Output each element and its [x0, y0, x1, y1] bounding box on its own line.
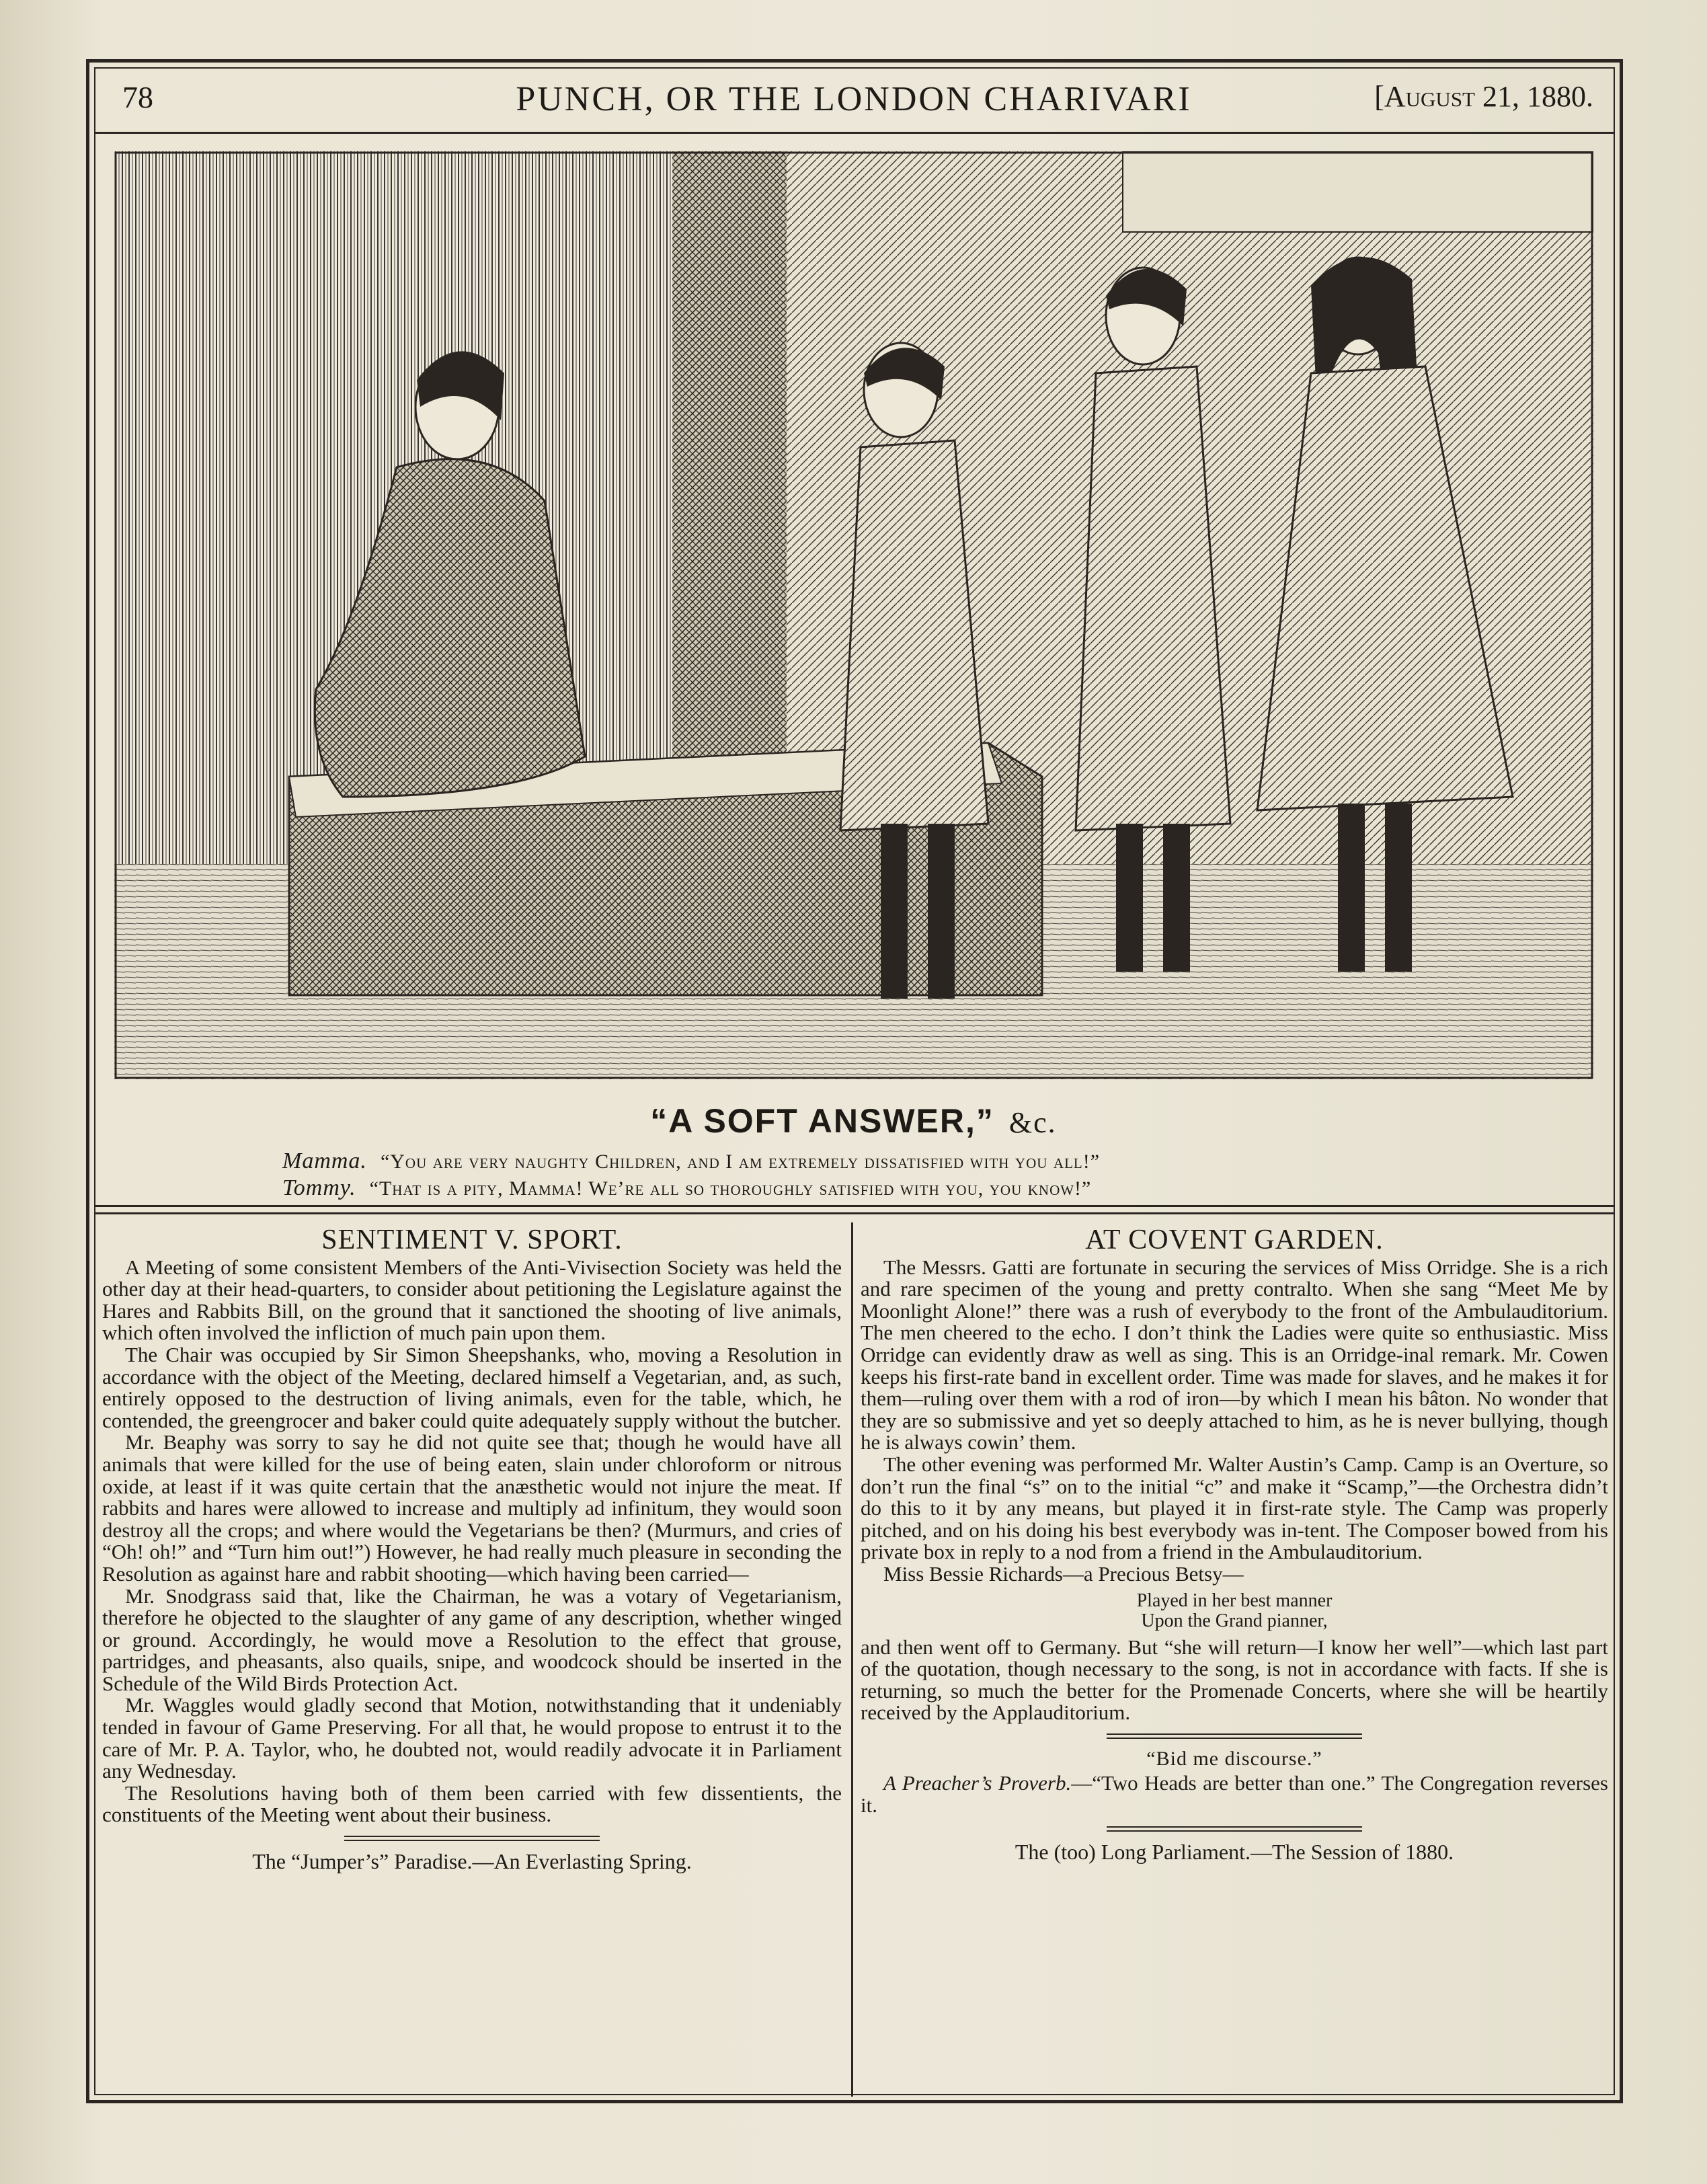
article-heading: AT COVENT GARDEN.: [1085, 1224, 1384, 1255]
verse-quote: Played in her best manner Upon the Grand pianner,: [1136, 1590, 1333, 1631]
article-paragraph: The Chair was occupied by Sir Simon Sheepshanks, who, moving a Resolution in accordance with the object of the Meeting, declared himself a Vegetarian, and, as such, entirely opposed to the destruction of living animals, even for the table, which, he contended, the greengrocer and baker could quite adequately supply without the butcher.: [102, 1342, 842, 1432]
footer-jest: The “Jumper’s” Paradise.—An Everlasting Spring.: [252, 1849, 692, 1874]
article-paragraph: Mr. Snodgrass said that, like the Chairman, he was a votary of Vegetarianism, therefore he objected to the slaughter of any game of any description, whether winged or ground. Accordingly, he would move a Resolution to the effect that grouse, partridges, and pheasants, also quails, snipe, and woodcock should be inserted in the Schedule of the Wild Birds Protection Act.: [102, 1584, 842, 1695]
cartoon-illustration: [114, 151, 1593, 1079]
caption-line-tommy: Tommy. “That is a pity, Mamma! We’re all so thoroughly satisfied with you, you know!”: [282, 1175, 1092, 1200]
issue-date: [August 21, 1880.: [1374, 80, 1593, 113]
publication-title: PUNCH, OR THE LONDON CHARIVARI: [516, 80, 1192, 118]
page-header: [101, 74, 1607, 128]
article-paragraph: and then went off to Germany. But “she will return—I know her well”—which last part of the quotation, though necessary to the song, is not in accordance with facts. If she is returning, so much the better for the Promenade Concerts, where she will be heartily received by the Applauditorium.: [861, 1635, 1608, 1725]
caption-line-mamma: Mamma. “You are very naughty Children, and I am extremely dissatisfied with you all!”: [282, 1148, 1101, 1173]
page-number: 78: [122, 80, 153, 114]
separator-rule: [344, 1836, 600, 1841]
separator-rule: [1107, 1826, 1362, 1832]
article-paragraph: The Resolutions having both of them been carried with few dissentients, the constituents of the Meeting went about their business.: [102, 1781, 842, 1827]
article-sentiment-v-sport: [102, 1224, 842, 1874]
footer-jest: The (too) Long Parliament.—The Session of 1880.: [1015, 1839, 1454, 1864]
separator-rule: [1107, 1733, 1362, 1739]
article-paragraph: Mr. Waggles would gladly second that Motion, notwithstanding that it undeniably tended in favour of Game Preserving. For all that, he would propose to entrust it to the care of Mr. P. A. Taylor, who, he doubted not, would readily advocate it in Parliament any Wednesday.: [102, 1693, 842, 1783]
article-paragraph: Miss Bessie Richards—a Precious Betsy—: [883, 1561, 1244, 1586]
article-paragraph: Mr. Beaphy was sorry to say he did not quite see that; though he would have all animals that were killed for the use of being eaten, slain under chloroform or nitrous oxide, at least if it was quite certain that the anæsthetic would not injure the meat. If rabbits and hares were allowed to increase and multiply ad infinitum, they would soon destroy all the crops; and where would the Vegetarians be then? (Murmurs, and cries of “Oh! oh!” and “Turn him out!”) However, he had really much pleasure in seconding the Resolution as against hare and rabbit shooting—which having been carried—: [102, 1430, 842, 1586]
proverb-paragraph: A Preacher’s Proverb.—“Two Heads are better than one.” The Congregation reverses it.: [861, 1771, 1608, 1818]
header-rule: [94, 132, 1615, 134]
mini-heading: “Bid me discourse.”: [1146, 1747, 1322, 1770]
article-paragraph: The other evening was performed Mr. Walter Austin’s Camp. Camp is an Overture, so don’t run the final “s” on to the initial “c” and make it “Scamp,”—the Orchestra didn’t do this to it by any means, but played it in first-rate style. The Camp was properly pitched, and on his doing his best everybody was in-tent. The Composer bowed from his private box in reply to a nod from a friend in the Ambulauditorium.: [861, 1452, 1608, 1564]
article-paragraph: The Messrs. Gatti are fortunate in securing the services of Miss Orridge. She is a rich and rare specimen of the young and pretty contralto. When she sang “Meet Me by Moonlight Alone!” there was a rush of everybody to the front of the Ambulauditorium. The men cheered to the echo. I don’t think the Ladies were quite so enthusiastic. Miss Orridge can evidently draw as well as sing. This is an Orridge-inal remark. Mr. Cowen keeps his first-rate band in excellent order. Time was made for slaves, and he makes it for them—ruling over them with a rod of iron—by which I mean his bâton. No wonder that they are so submissive and yet so deeply attached to him, as he is never bullying, though he is always cowin’ them.: [861, 1255, 1608, 1454]
article-paragraph: A Meeting of some consistent Members of the Anti-Vivisection Society was held the other day at their head-quarters, to consider about petitioning the Legislature against the Hares and Rabbits Bill, on the ground that it sanctioned the shooting of live animals, which often involved the infliction of much pain upon them.: [102, 1255, 842, 1345]
cartoon-title: “A SOFT ANSWER,” &c.: [650, 1102, 1057, 1140]
article-at-covent-garden: [861, 1224, 1608, 1864]
column-divider: [851, 1222, 853, 2097]
article-heading: SENTIMENT V. SPORT.: [321, 1224, 623, 1255]
section-double-rule: [94, 1205, 1615, 1214]
